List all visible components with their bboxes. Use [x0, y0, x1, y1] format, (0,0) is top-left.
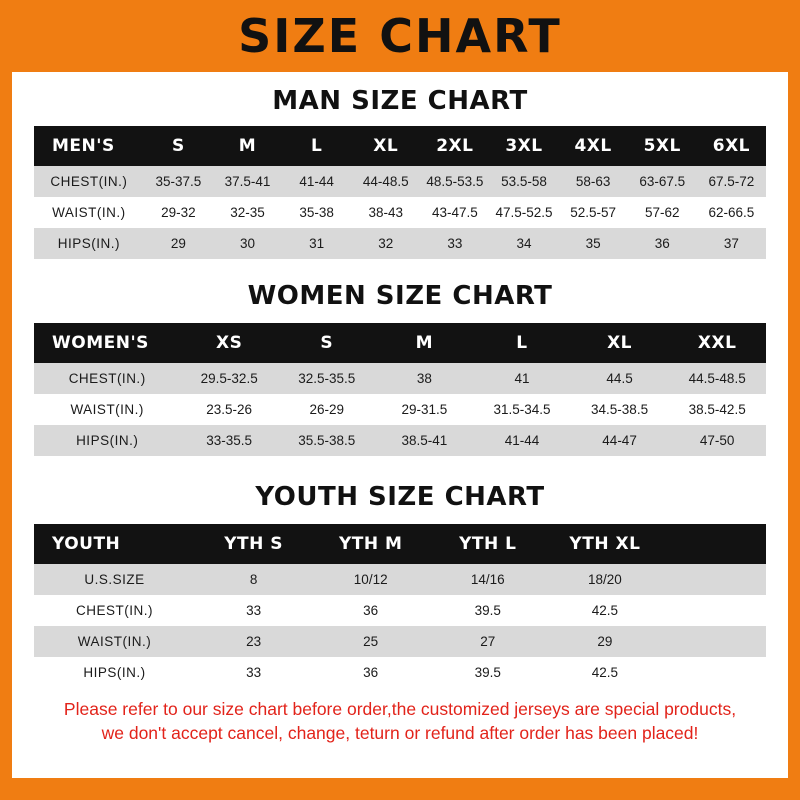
column-header: YOUTH [34, 524, 195, 564]
table-cell: 42.5 [546, 657, 663, 688]
table-cell: 25 [312, 626, 429, 657]
column-header: XL [571, 323, 669, 363]
table-cell: 38 [376, 363, 474, 394]
table-row [34, 626, 766, 657]
table-cell: 23.5-26 [180, 394, 278, 425]
table-cell: 14/16 [429, 564, 546, 595]
column-header: XXL [668, 323, 766, 363]
column-header: 3XL [489, 126, 558, 166]
table-cell [663, 564, 766, 595]
table-cell: 41-44 [282, 166, 351, 197]
table-cell: 32-35 [213, 197, 282, 228]
table-row [34, 166, 766, 197]
table-cell: 52.5-57 [559, 197, 628, 228]
table-cell [663, 657, 766, 688]
table-cell: 23 [195, 626, 312, 657]
table-cell: 32.5-35.5 [278, 363, 376, 394]
table-cell [663, 626, 766, 657]
table-cell: 58-63 [559, 166, 628, 197]
table-cell: 37.5-41 [213, 166, 282, 197]
column-header: S [278, 323, 376, 363]
row-label: HIPS(IN.) [34, 657, 195, 688]
row-label: U.S.SIZE [34, 564, 195, 595]
table-cell: 33 [195, 595, 312, 626]
table-cell: 36 [312, 595, 429, 626]
table-cell: 29-31.5 [376, 394, 474, 425]
table-cell: 29 [144, 228, 213, 259]
table-row [34, 228, 766, 259]
column-header [663, 524, 766, 564]
table-cell: 41-44 [473, 425, 571, 456]
table-cell: 67.5-72 [697, 166, 766, 197]
table-row [34, 394, 766, 425]
chart-content [12, 72, 788, 770]
table-cell: 37 [697, 228, 766, 259]
column-header: M [376, 323, 474, 363]
table-cell: 18/20 [546, 564, 663, 595]
column-header: M [213, 126, 282, 166]
column-header: 5XL [628, 126, 697, 166]
footer-note-line-1: Please refer to our size chart before order,the customized jerseys are special products, [63, 699, 737, 719]
column-header: XS [180, 323, 278, 363]
row-label: WAIST(IN.) [34, 626, 195, 657]
table-cell: 34.5-38.5 [571, 394, 669, 425]
table-cell: 8 [195, 564, 312, 595]
bottom-band [0, 778, 800, 800]
table-row [34, 425, 766, 456]
section-title-women: WOMEN SIZE CHART [247, 281, 553, 311]
table-cell: 44-47 [571, 425, 669, 456]
column-header: 6XL [697, 126, 766, 166]
table-cell: 47.5-52.5 [489, 197, 558, 228]
table-cell: 39.5 [429, 595, 546, 626]
men-size-table [34, 126, 766, 259]
table-cell: 38.5-42.5 [668, 394, 766, 425]
table-cell: 36 [628, 228, 697, 259]
column-header: YTH XL [546, 524, 663, 564]
table-header-row [34, 126, 766, 166]
table-cell: 35-37.5 [144, 166, 213, 197]
table-cell: 31 [282, 228, 351, 259]
table-cell: 53.5-58 [489, 166, 558, 197]
table-cell [663, 595, 766, 626]
row-label: HIPS(IN.) [34, 228, 144, 259]
table-cell: 41 [473, 363, 571, 394]
table-cell: 43-47.5 [420, 197, 489, 228]
table-cell: 44.5 [571, 363, 669, 394]
table-row [34, 595, 766, 626]
column-header: WOMEN'S [34, 323, 180, 363]
table-cell: 33 [420, 228, 489, 259]
footer-note [34, 688, 766, 745]
column-header: YTH S [195, 524, 312, 564]
table-cell: 10/12 [312, 564, 429, 595]
table-cell: 33-35.5 [180, 425, 278, 456]
table-cell: 30 [213, 228, 282, 259]
header-band [0, 0, 800, 72]
table-cell: 32 [351, 228, 420, 259]
row-label: CHEST(IN.) [34, 363, 180, 394]
table-cell: 44.5-48.5 [668, 363, 766, 394]
table-cell: 63-67.5 [628, 166, 697, 197]
table-cell: 34 [489, 228, 558, 259]
table-cell: 35 [559, 228, 628, 259]
table-cell: 35-38 [282, 197, 351, 228]
table-cell: 42.5 [546, 595, 663, 626]
footer-note-line-2: we don't accept cancel, change, teturn or refund after order has been placed! [101, 722, 699, 743]
column-header: XL [351, 126, 420, 166]
table-cell: 47-50 [668, 425, 766, 456]
column-header: L [282, 126, 351, 166]
column-header: YTH M [312, 524, 429, 564]
table-cell: 38.5-41 [376, 425, 474, 456]
table-cell: 27 [429, 626, 546, 657]
table-cell: 57-62 [628, 197, 697, 228]
column-header: S [144, 126, 213, 166]
table-cell: 29 [546, 626, 663, 657]
women-size-table [34, 323, 766, 456]
row-label: CHEST(IN.) [34, 166, 144, 197]
section-title-men: MAN SIZE CHART [272, 86, 528, 116]
table-cell: 29.5-32.5 [180, 363, 278, 394]
table-cell: 35.5-38.5 [278, 425, 376, 456]
table-cell: 44-48.5 [351, 166, 420, 197]
table-cell: 26-29 [278, 394, 376, 425]
row-label: HIPS(IN.) [34, 425, 180, 456]
table-cell: 62-66.5 [697, 197, 766, 228]
row-label: WAIST(IN.) [34, 394, 180, 425]
column-header: YTH L [429, 524, 546, 564]
table-row [34, 363, 766, 394]
page-title: SIZE CHART [238, 9, 562, 63]
table-row [34, 657, 766, 688]
table-cell: 39.5 [429, 657, 546, 688]
youth-size-table [34, 524, 766, 688]
row-label: CHEST(IN.) [34, 595, 195, 626]
column-header: 4XL [559, 126, 628, 166]
table-cell: 48.5-53.5 [420, 166, 489, 197]
row-label: WAIST(IN.) [34, 197, 144, 228]
column-header: L [473, 323, 571, 363]
section-title-youth: YOUTH SIZE CHART [255, 482, 545, 512]
table-header-row [34, 323, 766, 363]
table-row [34, 197, 766, 228]
table-cell: 33 [195, 657, 312, 688]
table-cell: 38-43 [351, 197, 420, 228]
table-cell: 31.5-34.5 [473, 394, 571, 425]
column-header: MEN'S [34, 126, 144, 166]
column-header: 2XL [420, 126, 489, 166]
table-row [34, 564, 766, 595]
table-cell: 36 [312, 657, 429, 688]
table-cell: 29-32 [144, 197, 213, 228]
table-header-row [34, 524, 766, 564]
